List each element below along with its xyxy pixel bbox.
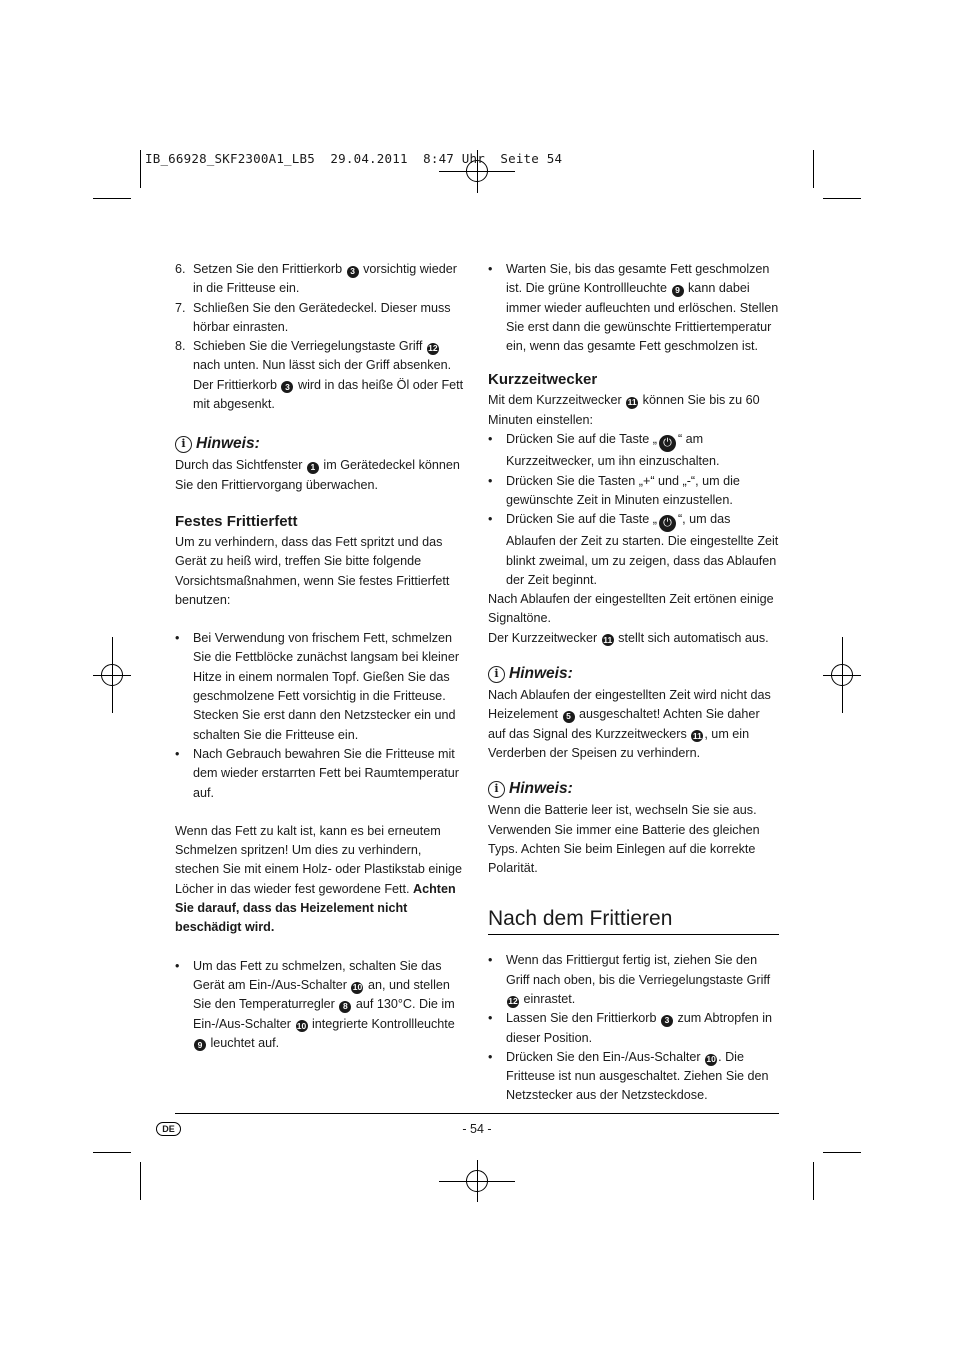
step-6 [175, 260, 468, 299]
bullet: • [488, 432, 493, 447]
text: nach unten. Nun lässt sich der Griff absenken. Der Frittierkorb [193, 358, 452, 392]
bullet-item [488, 1048, 779, 1106]
hinweis-title: Hinweis: [509, 780, 573, 798]
bullet: • [175, 631, 180, 646]
bullet: • [488, 512, 493, 527]
kurzzeit-auto [488, 629, 779, 648]
bullet: • [488, 1011, 493, 1026]
text: auf 130°C. Die im Ein-/Aus-Schalter [193, 997, 455, 1031]
ref-number: 12 [428, 343, 438, 354]
info-icon: i [488, 666, 505, 683]
power-icon: ⏻ [659, 435, 676, 452]
ref-number: 11 [692, 730, 702, 741]
hinweis-text: Wenn die Batterie leer ist, wechseln Sie sie aus. Verwenden Sie immer eine Batterie des gleichen Typs. Achten Sie beim Einlegen auf die korrekte Polarität. [488, 803, 760, 876]
info-icon: i [175, 436, 192, 453]
text: Drücken Sie auf die Taste „ [506, 432, 657, 447]
hinweis-title: Hinweis: [509, 665, 573, 683]
section-heading-festes-frittierfett: Festes Frittierfett [175, 512, 298, 530]
text: Wenn das Frittiergut fertig ist, ziehen Sie den Griff nach oben, bis die Verriegelungstaste Griff [506, 953, 771, 987]
text: Nach Gebrauch bewahren Sie die Fritteuse mit dem wieder erstarrten Fett bei Raumtemperatur auf. [193, 746, 459, 800]
text: Durch das Sichtfenster [175, 458, 306, 473]
text: Wenn das Fett zu kalt ist, kann es bei erneutem Schmelzen spritzen! Um dies zu verhindern, stechen Sie mit einem Holz- oder Plastikstab einige Löcher in das wieder fest gewordene Fett. [175, 823, 462, 896]
page-number: - 54 - [462, 1122, 492, 1136]
ref-number: 10 [706, 1053, 716, 1064]
bullet: • [488, 262, 493, 276]
ref-number: 10 [296, 1020, 307, 1031]
bullet-item [488, 1009, 779, 1048]
text: Nach Ablaufen der eingestellten Zeit wird nicht das Heizelement [488, 688, 771, 722]
text: . Die Fritteuse ist nun ausgeschaltet. Ziehen Sie den Netzstecker aus der Netzsteckdose. [506, 1049, 769, 1103]
power-icon: ⏻ [659, 515, 676, 532]
text: leuchtet auf. [207, 1035, 280, 1050]
print-slug: IB_66928_SKF2300A1_LB5 29.04.2011 8:47 Uhr Seite 54 [145, 151, 563, 166]
ref-number: 11 [603, 634, 613, 645]
kurzzeit-intro [488, 391, 779, 430]
text: Schließen Sie den Gerätedeckel. Dieser muss hörbar einrasten. [193, 300, 451, 334]
ref-number: 9 [672, 285, 684, 297]
ref-number: 10 [352, 981, 363, 992]
bullet-item [488, 260, 779, 356]
ref-number: 5 [563, 711, 575, 723]
hinweis-heading [488, 662, 779, 686]
kurzzeit-after: Nach Ablaufen der eingestellten Zeit ertönen einige Signaltöne. [488, 592, 774, 626]
step-number: 7. [175, 300, 186, 315]
section-heading-nach-dem-frittieren: Nach dem Frittieren [488, 906, 779, 935]
bullet-item [488, 472, 779, 511]
bullet: • [488, 473, 493, 488]
ref-number: 3 [347, 266, 359, 278]
step-7 [175, 299, 468, 338]
text: “ am Kurzzeitwecker, um ihn einzuschalten. [506, 432, 720, 469]
text: Lassen Sie den Frittierkorb [506, 1011, 660, 1026]
bullet: • [175, 958, 180, 973]
bullet-item [488, 430, 779, 471]
cold-fat-warning [175, 822, 468, 938]
hinweis-title: Hinweis: [196, 435, 260, 453]
text: an, und stellen Sie den Temperaturregler [193, 977, 450, 1012]
text: Drücken Sie die Tasten „+“ und „-“, um die gewünschte Zeit in Minuten einzustellen. [506, 473, 740, 507]
info-icon: i [488, 781, 505, 798]
text: einrastet. [520, 992, 576, 1006]
text: integrierte Kontrollleuchte [308, 1016, 455, 1031]
text: Warten Sie, bis das gesamte Fett geschmolzen ist. Die grüne Kontrollleuchte [506, 262, 770, 296]
bullet-item [175, 957, 468, 1053]
text: Schieben Sie die Verriegelungstaste Griff [193, 339, 426, 354]
text: “, um das Ablaufen der Zeit zu starten. Die eingestellte Zeit blinkt zweimal, um zu zeigen, dass das Ablaufen der Zeit beginnt. [506, 512, 779, 587]
ref-number: 9 [194, 1039, 206, 1051]
text: Mit dem Kurzzeitwecker [488, 393, 626, 408]
ref-number: 3 [661, 1015, 673, 1027]
text: stellt sich automatisch aus. [614, 630, 769, 645]
text: Setzen Sie den Frittierkorb [193, 262, 346, 276]
bullet-item [488, 510, 779, 590]
ref-number: 11 [627, 397, 637, 408]
bullet: • [488, 953, 493, 968]
text: Der Kurzzeitwecker [488, 630, 601, 645]
text: Drücken Sie auf die Taste „ [506, 512, 657, 527]
language-badge: DE [156, 1122, 181, 1136]
bullet-item [175, 745, 468, 803]
section-heading-kurzzeitwecker: Kurzzeitwecker [488, 371, 598, 389]
bullet: • [175, 746, 180, 761]
text: Bei Verwendung von frischem Fett, schmelzen Sie die Fettblöcke zunächst langsam bei kleiner Hitze in einem normalen Topf. Gießen Sie das geschmolzene Fett vorsichtig in die Fritteuse. Stecken Sie erst dann den Netzstecker ein und schalten Sie die Fritteuse ein. [193, 631, 460, 742]
warning-bold: Achten Sie darauf, dass das Heizelement nicht beschädigt wird. [175, 881, 456, 935]
text: Drücken Sie den Ein-/Aus-Schalter [506, 1049, 705, 1064]
ref-number: 3 [281, 381, 293, 393]
ref-number: 1 [307, 462, 319, 474]
step-number: 6. [175, 262, 186, 276]
right-column [488, 260, 779, 1106]
footer-rule [175, 1113, 779, 1114]
hinweis-text [175, 456, 468, 495]
text: im Gerätedeckel können Sie den Frittiervorgang überwachen. [175, 458, 460, 492]
text: kann dabei immer wieder aufleuchten und erlöschen. Stellen Sie erst dann die gewünschte Frittiertemperatur ein, wenn das gesamte Fett geschmolzen ist. [506, 281, 779, 354]
text: vorsichtig wieder in die Fritteuse ein. [193, 262, 457, 296]
hinweis-heading [488, 777, 779, 801]
ref-number: 12 [508, 996, 518, 1006]
ref-number: 8 [339, 1001, 351, 1013]
step-8 [175, 337, 468, 414]
text: , um ein Verderben der Speisen zu verhindern. [488, 726, 750, 760]
bullet-item [488, 951, 779, 1009]
bullet: • [488, 1049, 493, 1064]
text: wird in das heiße Öl oder Fett mit abgesenkt. [193, 377, 464, 412]
text: Um das Fett zu schmelzen, schalten Sie das Gerät am Ein-/Aus-Schalter [193, 958, 442, 992]
text: zum Abtropfen in dieser Position. [506, 1011, 773, 1045]
left-column [175, 260, 468, 1053]
hinweis-text [488, 686, 779, 763]
festes-intro: Um zu verhindern, dass das Fett spritzt und das Gerät zu heiß wird, treffen Sie bitte folgende Vorsichtsmaßnahmen, wenn Sie festes Frittierfett benutzen: [175, 534, 450, 607]
step-number: 8. [175, 339, 186, 354]
hinweis-heading [175, 432, 468, 456]
bullet-item [175, 629, 468, 745]
text: ausgeschaltet! Achten Sie daher auf das Signal des Kurzzeitweckers [488, 707, 760, 741]
text: können Sie bis zu 60 Minuten einstellen: [488, 393, 760, 427]
